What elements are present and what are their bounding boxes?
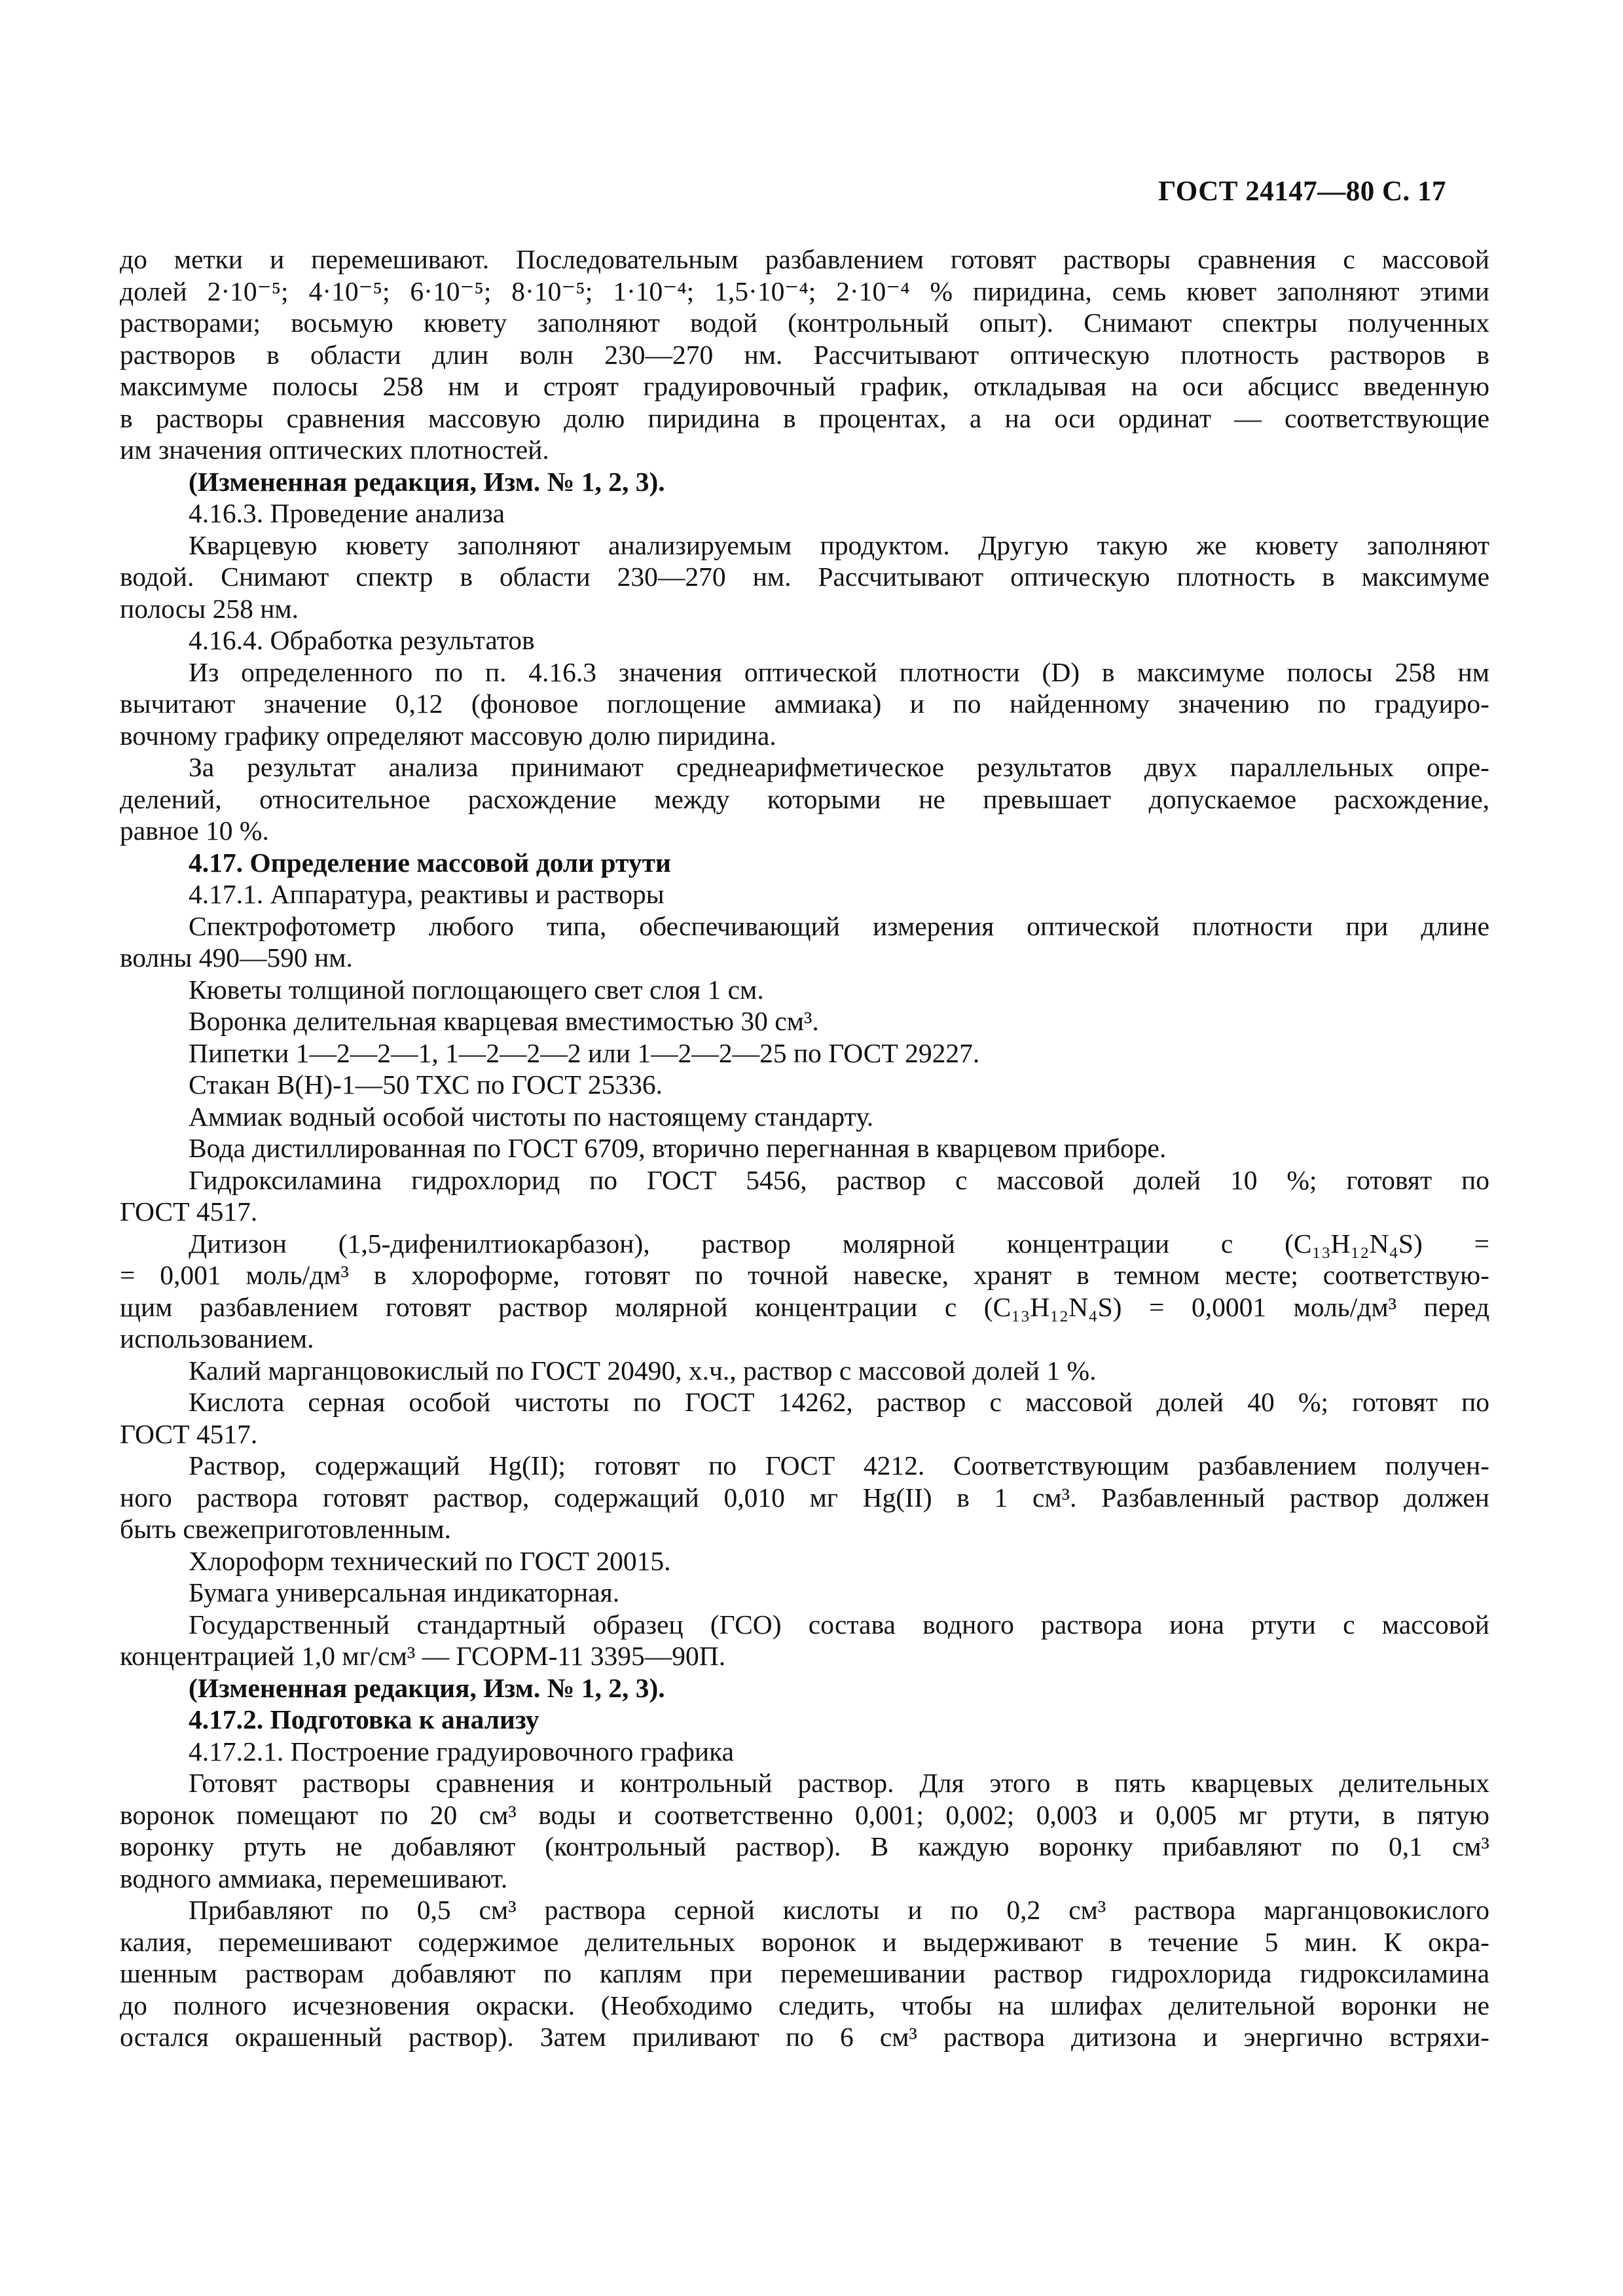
text-line: калия, перемешивают содержимое делительных воронок и выдерживают в течение 5 мин. К окра-: [120, 1926, 1489, 1957]
text-line: Аммиак водный особой чистоты по настоящему стандарту.: [189, 1101, 874, 1132]
section-heading: 4.16.3. Проведение анализа: [189, 498, 505, 528]
page-header: ГОСТ 24147—80 С. 17: [1158, 176, 1446, 207]
text-line: в растворы сравнения массовую долю пиридина в процентах, а на оси ординат — соответствующие: [120, 403, 1489, 433]
text-line: За результат анализа принимают среднеарифметическое результатов двух параллельных опре-: [189, 752, 1489, 782]
text-line: ГОСТ 4517.: [120, 1196, 258, 1227]
section-title: 4.17. Определение массовой доли ртути: [189, 847, 671, 878]
text-line: волны 490—590 нм.: [120, 942, 353, 973]
text-line: вочному графику определяют массовую долю пиридина.: [120, 720, 776, 751]
text-line: Государственный стандартный образец (ГСО) состава водного раствора иона ртути с массовой: [189, 1609, 1489, 1640]
text-line: вычитают значение 0,12 (фоновое поглощение аммиака) и по найденному значению по градуиро-: [120, 689, 1489, 719]
amendment-note: (Измененная редакция, Изм. № 1, 2, 3).: [189, 1672, 665, 1703]
text-line: Вода дистиллированная по ГОСТ 6709, вторично перегнанная в кварцевом приборе.: [189, 1133, 1167, 1163]
text-line: делений, относительное расхождение между которыми не превышает допускаемое расхождение,: [120, 783, 1489, 814]
section-heading: 4.17.1. Аппаратура, реактивы и растворы: [189, 879, 665, 909]
text-line: им значения оптических плотностей.: [120, 435, 549, 465]
text-line: щим разбавлением готовят раствор молярной концентрации c (C₁₃H₁₂N₄S) = 0,0001 моль/дм³ перед: [120, 1291, 1489, 1322]
text-line: Дитизон (1,5-дифенилтиокарбазон), раствор молярной концентрации c (C₁₃H₁₂N₄S) =: [189, 1228, 1489, 1259]
text-line: воронок помещают по 20 см³ воды и соответственно 0,001; 0,002; 0,003 и 0,005 мг ртути, в пятую: [120, 1799, 1489, 1830]
section-heading: 4.16.4. Обработка результатов: [189, 625, 535, 655]
text-line: шенным растворам добавляют по каплям при перемешивании раствор гидрохлорида гидроксиламина: [120, 1958, 1489, 1988]
text-line: Кварцевую кювету заполняют анализируемым продуктом. Другую такую же кювету заполняют: [189, 529, 1489, 560]
text-line: Хлороформ технический по ГОСТ 20015.: [189, 1545, 671, 1576]
text-line: Из определенного по п. 4.16.3 значения оптической плотности (D) в максимуме полосы 258 нм: [189, 656, 1489, 687]
text-line: Воронка делительная кварцевая вместимостью 30 см³.: [189, 1006, 819, 1036]
text-line: концентрацией 1,0 мг/см³ — ГСОРМ-11 3395—90П.: [120, 1641, 726, 1671]
text-line: Пипетки 1—2—2—1, 1—2—2—2 или 1—2—2—25 по ГОСТ 29227.: [189, 1037, 980, 1068]
section-heading: 4.17.2.1. Построение градуировочного графика: [189, 1736, 735, 1767]
text-line: Прибавляют по 0,5 см³ раствора серной кислоты и по 0,2 см³ раствора марганцовокислого: [189, 1895, 1489, 1925]
text-line: Кислота серная особой чистоты по ГОСТ 14262, раствор с массовой долей 40 %; готовят по: [189, 1387, 1489, 1417]
text-line: водой. Снимают спектр в области 230—270 нм. Рассчитывают оптическую плотность в максимуме: [120, 562, 1489, 592]
text-line: водного аммиака, перемешивают.: [120, 1863, 508, 1893]
text-line: максимуме полосы 258 нм и строят градуировочный график, откладывая на оси абсцисс введенную: [120, 371, 1489, 401]
text-line: Готовят растворы сравнения и контрольный раствор. Для этого в пять кварцевых делительных: [189, 1768, 1489, 1798]
text-line: = 0,001 моль/дм³ в хлороформе, готовят по точной навеске, хранят в темном месте; соответствую-: [120, 1260, 1489, 1290]
text-line: Гидроксиламина гидрохлорид по ГОСТ 5456, раствор с массовой долей 10 %; готовят по: [189, 1164, 1489, 1195]
document-body: [120, 243, 1489, 2053]
text-line: полосы 258 нм.: [120, 593, 299, 624]
text-line: ного раствора готовят раствор, содержащий 0,010 мг Hg(II) в 1 см³. Разбавленный раствор должен: [120, 1482, 1489, 1513]
text-line: Раствор, содержащий Hg(II); готовят по ГОСТ 4212. Соответствующим разбавлением получен-: [189, 1450, 1489, 1480]
text-line: долей 2·10⁻⁵; 4·10⁻⁵; 6·10⁻⁵; 8·10⁻⁵; 1·10⁻⁴; 1,5·10⁻⁴; 2·10⁻⁴ % пиридина, семь кювет заполняют этими: [120, 276, 1489, 306]
text-line: Спектрофотометр любого типа, обеспечивающий измерения оптической плотности при длине: [189, 910, 1489, 941]
text-line: до метки и перемешивают. Последовательным разбавлением готовят растворы сравнения с массовой: [120, 244, 1489, 274]
text-line: растворами; восьмую кювету заполняют водой (контрольный опыт). Снимают спектры полученных: [120, 308, 1489, 338]
text-line: использованием.: [120, 1323, 314, 1354]
text-line: растворов в области длин волн 230—270 нм. Рассчитывают оптическую плотность растворов в: [120, 339, 1489, 370]
text-line: равное 10 %.: [120, 816, 269, 846]
text-line: Калий марганцовокислый по ГОСТ 20490, х.ч., раствор с массовой долей 1 %.: [189, 1355, 1097, 1386]
text-line: быть свежеприготовленным.: [120, 1514, 451, 1544]
text-line: Бумага универсальная индикаторная.: [189, 1577, 620, 1607]
amendment-note: (Измененная редакция, Изм. № 1, 2, 3).: [189, 466, 665, 497]
text-line: воронку ртуть не добавляют (контрольный раствор). В каждую воронку прибавляют по 0,1 см³: [120, 1831, 1489, 1861]
text-line: до полного исчезновения окраски. (Необходимо следить, чтобы на шлифах делительной воронки не: [120, 1990, 1489, 2020]
text-line: остался окрашенный раствор). Затем приливают по 6 см³ раствора дитизона и энергично встряхи-: [120, 2022, 1489, 2052]
text-line: Кюветы толщиной поглощающего свет слоя 1 см.: [189, 974, 764, 1005]
text-line: Стакан В(Н)-1—50 ТХС по ГОСТ 25336.: [189, 1069, 663, 1100]
text-line: ГОСТ 4517.: [120, 1418, 258, 1449]
section-title: 4.17.2. Подготовка к анализу: [189, 1704, 539, 1734]
